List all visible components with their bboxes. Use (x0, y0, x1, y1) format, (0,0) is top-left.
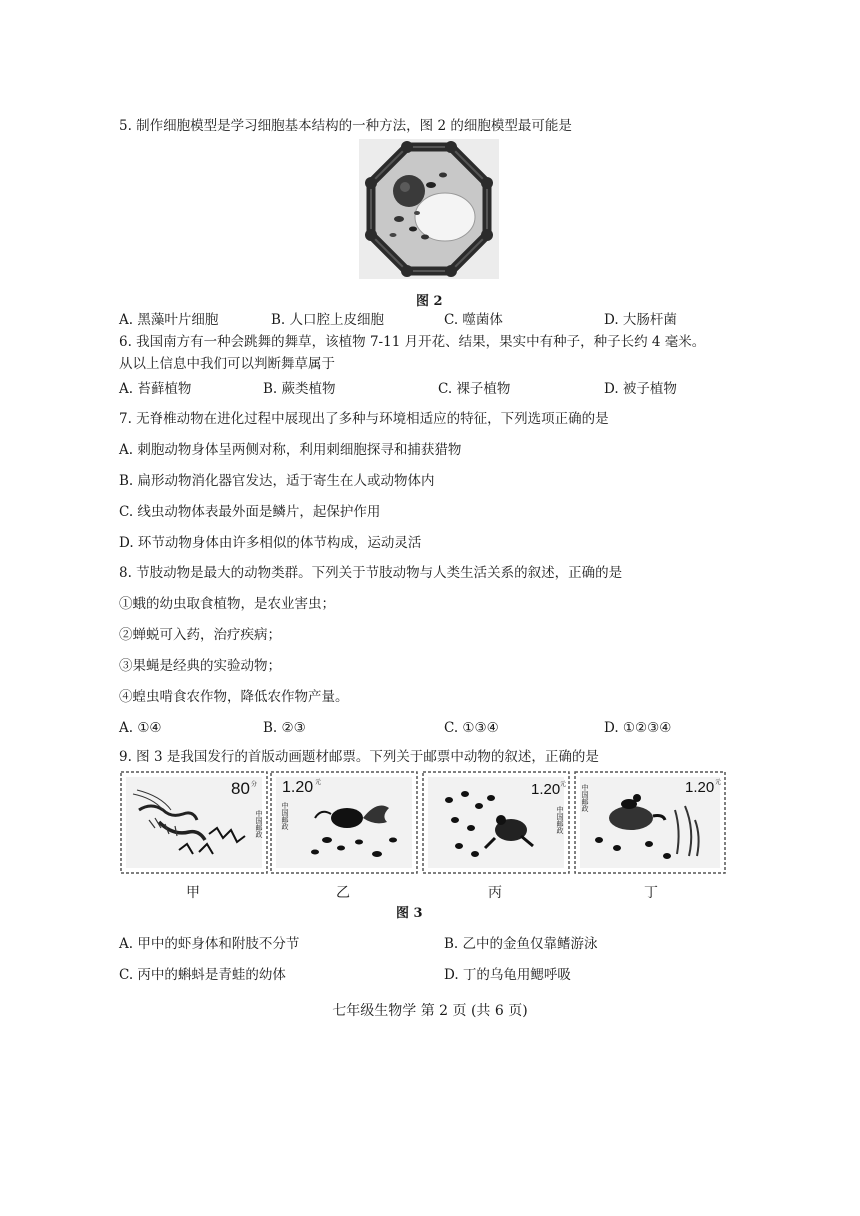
q8-item-1: ①蛾的幼虫取食植物，是农业害虫； (119, 596, 335, 612)
q8-item-2: ②蝉蜕可入药，治疗疾病； (119, 627, 281, 643)
stamp-jia-value: 80 (231, 779, 250, 798)
stamp-bing-value: 1.20 (531, 781, 561, 798)
stamp-ding-value: 1.20 (685, 779, 715, 796)
q7-option-c: C. 线虫动物体表最外面是鳞片，起保护作用 (119, 504, 381, 520)
q8-option-a: A. ①④ (119, 720, 162, 736)
stamps-figure (119, 770, 729, 875)
q5-option-d: D. 大肠杆菌 (604, 312, 677, 328)
stamp-yi-value: 1.20 (282, 779, 314, 796)
figure-2-caption: 图 2 (416, 294, 443, 309)
q6-option-d: D. 被子植物 (604, 381, 677, 397)
stamp-bing-unit: 元 (560, 781, 567, 788)
q9-option-d: D. 丁的乌龟用鳃呼吸 (444, 967, 571, 983)
stamp-bing (423, 772, 569, 873)
stamp-jia (121, 772, 267, 873)
stamp-yi-country: 中国邮政 (281, 802, 289, 830)
page-footer: 七年级生物学 第 2 页 (共 6 页) (332, 1003, 528, 1019)
stamp-yi-unit: 元 (315, 779, 322, 786)
q6-option-b: B. 蕨类植物 (263, 381, 336, 397)
figure-3-caption: 图 3 (396, 906, 423, 921)
cell-model-figure (359, 139, 499, 279)
q7-option-d: D. 环节动物身体由许多相似的体节构成，运动灵活 (119, 535, 422, 551)
q5-option-b: B. 人口腔上皮细胞 (271, 312, 385, 328)
q6-option-c: C. 裸子植物 (438, 381, 511, 397)
q7-option-b: B. 扁形动物消化器官发达，适于寄生在人或动物体内 (119, 473, 435, 489)
q5-stem: 5. 制作细胞模型是学习细胞基本结构的一种方法，图 2 的细胞模型最可能是 (119, 118, 572, 134)
stamp-label-yi: 乙 (336, 885, 350, 901)
q8-option-d: D. ①②③④ (604, 720, 672, 736)
stamp-jia-country: 中国邮政 (255, 810, 263, 838)
stamp-ding-country: 中国邮政 (581, 784, 589, 812)
stamp-yi (271, 772, 417, 873)
stamp-label-ding: 丁 (644, 885, 658, 901)
q5-option-a: A. 黑藻叶片细胞 (119, 312, 219, 328)
stamp-ding-unit: 元 (715, 779, 722, 786)
q6-option-a: A. 苔藓植物 (119, 381, 192, 397)
q8-option-b: B. ②③ (263, 720, 306, 736)
q8-stem: 8. 节肢动物是最大的动物类群。下列关于节肢动物与人类生活关系的叙述，正确的是 (119, 565, 623, 581)
q6-stem-line1: 6. 我国南方有一种会跳舞的舞草，该植物 7-11 月开花、结果，果实中有种子，种子长约 4 毫米。 (119, 334, 706, 350)
q9-stem: 9. 图 3 是我国发行的首版动画题材邮票。下列关于邮票中动物的叙述，正确的是 (119, 749, 599, 765)
q8-item-4: ④蝗虫啃食农作物，降低农作物产量。 (119, 689, 349, 705)
q8-option-c: C. ①③④ (444, 720, 499, 736)
q9-option-a: A. 甲中的虾身体和附肢不分节 (119, 936, 300, 952)
q8-item-3: ③果蝇是经典的实验动物； (119, 658, 281, 674)
stamp-label-bing: 丙 (488, 885, 502, 901)
q7-stem: 7. 无脊椎动物在进化过程中展现出了多种与环境相适应的特征，下列选项正确的是 (119, 411, 609, 427)
q6-stem-line2: 从以上信息中我们可以判断舞草属于 (119, 356, 335, 372)
stamp-bing-country: 中国邮政 (556, 806, 564, 834)
stamp-ding (575, 772, 725, 873)
stamp-label-jia: 甲 (186, 885, 200, 901)
q7-option-a: A. 刺胞动物身体呈两侧对称，利用刺细胞探寻和捕获猎物 (119, 442, 462, 458)
q5-option-c: C. 噬菌体 (444, 312, 503, 328)
q9-option-b: B. 乙中的金鱼仅靠鳍游泳 (444, 936, 598, 952)
q9-option-c: C. 丙中的蝌蚪是青蛙的幼体 (119, 967, 286, 983)
stamp-jia-unit: 分 (251, 781, 258, 788)
